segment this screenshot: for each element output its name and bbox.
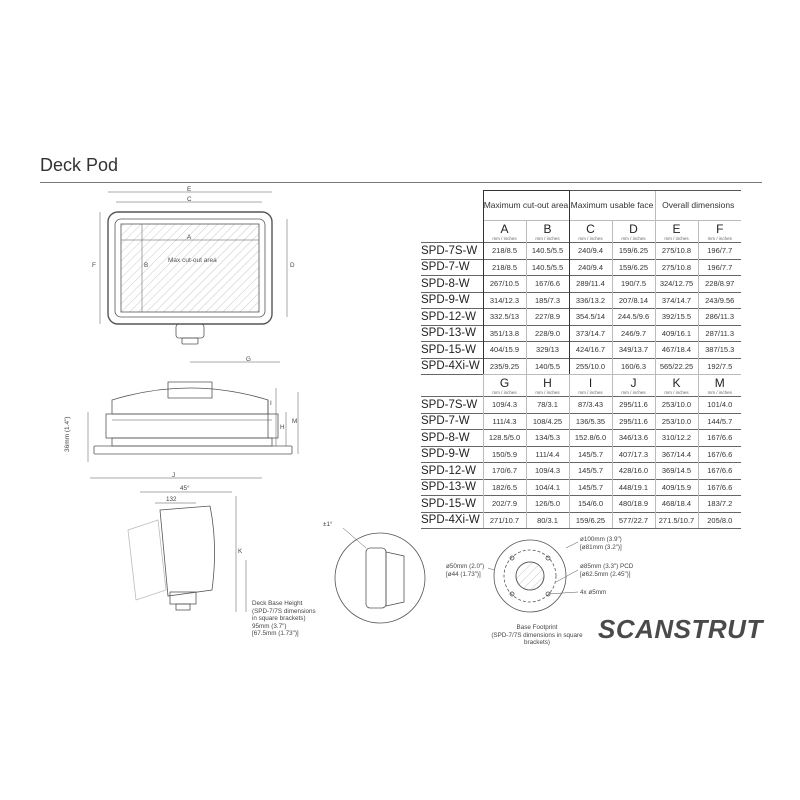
blank-corner [421,191,483,221]
table-cell: 140.5/5.5 [526,243,569,260]
label-G: G [246,356,251,363]
table-cell: 314/12.3 [483,292,526,309]
table-cell: 185/7.3 [526,292,569,309]
table-cell: 111/4.4 [526,446,569,463]
table-cell: 373/14.7 [569,325,612,342]
table-cell: 253/10.0 [655,397,698,414]
unit-label: mm / inches [492,236,517,241]
footprint-outer-dimension: ø100mm (3.9") [ø81mm (3.2")] [580,536,622,551]
group-header: Maximum usable face [569,191,655,221]
label-I: I [270,400,272,407]
table-cell: 267/10.5 [483,276,526,293]
angle-label: 45° [180,485,190,492]
table-cell: 374/14.7 [655,292,698,309]
column-header-k [655,375,698,397]
table-cell: 159/6.25 [612,243,655,260]
label-H: H [280,424,285,431]
column-letter: C [586,222,595,236]
column-letter: I [588,376,593,390]
unit-label: mm / inches [621,236,646,241]
tilt-marker-label: ±1° [323,521,333,528]
footprint-inner-dimension: ø50mm (2.0") [ø44 (1.73")] [446,563,485,578]
table-cell: 289/11.4 [569,276,612,293]
model-name: SPD-15-W [421,342,483,359]
dimension-132-label: 132 [166,496,177,503]
table-row [421,496,741,513]
front-view-drawing [100,192,287,344]
table-cell: 78/3.1 [526,397,569,414]
table-cell: 235/9.25 [483,358,526,375]
column-header-m [698,375,741,397]
table-cell: 577/22.7 [612,512,655,529]
column-letter: K [672,376,681,390]
column-header-h [526,375,569,397]
dimensions-table-g-m [421,374,741,529]
model-name: SPD-15-W [421,496,483,513]
table-cell: 349/13.7 [612,342,655,359]
unit-label: mm / inches [664,390,689,395]
dimensions-table-a-f [421,190,741,375]
table-cell: 190/7.5 [612,276,655,293]
footprint-holes-label: 4x ø5mm [580,589,607,596]
table-cell: 140/5.5 [526,358,569,375]
deck-base-height-note: Deck Base Height (SPD-7/7S dimensions in square brackets) 95mm (3.7") [67.5mm (1.73")] [252,600,316,637]
table-cell: 80/3.1 [526,512,569,529]
table-row [421,512,741,529]
table-cell: 109/4.3 [483,397,526,414]
blank-corner [421,221,483,243]
label-M: M [292,418,298,425]
table-cell: 104/4.1 [526,479,569,496]
table-cell: 111/4.3 [483,413,526,430]
table-cell: 109/4.3 [526,463,569,480]
column-letter: B [543,222,552,236]
table-cell: 144/5.7 [698,413,741,430]
table-cell: 351/13.8 [483,325,526,342]
table-cell: 275/10.8 [655,259,698,276]
table-cell: 271/10.7 [483,512,526,529]
table-cell: 336/13.2 [569,292,612,309]
table-cell: 295/11.6 [612,397,655,414]
table-cell: 409/16.1 [655,325,698,342]
scanstrut-logo: SCANSTRUT [598,614,763,644]
table-row [421,259,741,276]
table-cell: 227/8.9 [526,309,569,326]
model-name: SPD-9-W [421,446,483,463]
circular-detail-drawing [335,528,425,623]
table-cell: 324/12.75 [655,276,698,293]
label-D: D [290,262,295,269]
column-header-f [698,221,741,243]
table-cell: 253/10.0 [655,413,698,430]
table-cell: 167/6.6 [698,446,741,463]
table-cell: 150/5.9 [483,446,526,463]
column-letter: D [629,222,638,236]
table-cell: 205/8.0 [698,512,741,529]
unit-label: mm / inches [578,390,603,395]
group-header-row [421,191,741,221]
table-row [421,430,741,447]
group-header: Overall dimensions [655,191,741,221]
table-cell: 207/8.14 [612,292,655,309]
table-cell: 244.5/9.6 [612,309,655,326]
table-row [421,413,741,430]
table-cell: 202/7.9 [483,496,526,513]
label-J: J [172,472,176,479]
table-cell: 167/6.6 [698,463,741,480]
table-cell: 367/14.4 [655,446,698,463]
table-cell: 468/18.4 [655,496,698,513]
label-E: E [187,186,192,193]
column-header-g [483,375,526,397]
table-cell: 409/15.9 [655,479,698,496]
table-cell: 287/11.3 [698,325,741,342]
unit-label: mm / inches [578,236,603,241]
table-cell: 140.5/5.5 [526,259,569,276]
table-cell: 108/4.25 [526,413,569,430]
table-cell: 310/12.2 [655,430,698,447]
column-header-c [569,221,612,243]
table-row [421,358,741,375]
column-header-b [526,221,569,243]
model-name: SPD-12-W [421,463,483,480]
table-cell: 152.8/6.0 [569,430,612,447]
height-dimension-label: 36mm (1.4") [64,416,71,452]
table-cell: 134/5.3 [526,430,569,447]
table-row [421,463,741,480]
model-name: SPD-8-W [421,430,483,447]
column-header-row [421,221,741,243]
table-cell: 183/7.2 [698,496,741,513]
column-letter: E [672,222,681,236]
model-name: SPD-7-W [421,413,483,430]
table-cell: 448/19.1 [612,479,655,496]
table-cell: 255/10.0 [569,358,612,375]
label-F: F [92,262,96,269]
table-cell: 329/13 [526,342,569,359]
table-cell: 218/8.5 [483,243,526,260]
model-name: SPD-7S-W [421,397,483,414]
table-cell: 404/15.9 [483,342,526,359]
table-cell: 101/4.0 [698,397,741,414]
tilt-view-drawing [128,492,246,612]
column-header-row [421,375,741,397]
table-cell: 275/10.8 [655,243,698,260]
base-footprint-drawing [488,540,578,612]
table-cell: 154/6.0 [569,496,612,513]
table-cell: 192/7.5 [698,358,741,375]
table-cell: 354.5/14 [569,309,612,326]
table-row [421,243,741,260]
unit-label: mm / inches [492,390,517,395]
table-cell: 369/14.5 [655,463,698,480]
model-name: SPD-13-W [421,479,483,496]
column-header-i [569,375,612,397]
table-row [421,292,741,309]
label-B: B [144,262,149,269]
table-cell: 136/5.35 [569,413,612,430]
model-name: SPD-4Xi-W [421,512,483,529]
column-letter: M [714,376,725,390]
table-cell: 387/15.3 [698,342,741,359]
table-cell: 424/16.7 [569,342,612,359]
base-footprint-caption: Base Footprint (SPD-7/7S dimensions in square brackets) [491,624,583,646]
table-cell: 243/9.56 [698,292,741,309]
table-cell: 228/9.0 [526,325,569,342]
unit-label: mm / inches [707,236,732,241]
table-row [421,276,741,293]
model-name: SPD-12-W [421,309,483,326]
table-cell: 218/8.5 [483,259,526,276]
column-letter: F [716,222,724,236]
table-cell: 467/18.4 [655,342,698,359]
table-cell: 196/7.7 [698,243,741,260]
table-cell: 145/5.7 [569,479,612,496]
column-letter: A [500,222,509,236]
table-cell: 565/22.25 [655,358,698,375]
unit-label: mm / inches [621,390,646,395]
table-cell: 159/6.25 [569,512,612,529]
model-name: SPD-7S-W [421,243,483,260]
table-cell: 271.5/10.7 [655,512,698,529]
cutout-area-label: Max cut-out area [168,257,217,264]
table-cell: 160/6.3 [612,358,655,375]
table-cell: 145/5.7 [569,446,612,463]
footprint-pcd-dimension: ø85mm (3.3") PCD [ø62.5mm (2.45")] [580,563,634,578]
table-row [421,479,741,496]
table-cell: 428/16.0 [612,463,655,480]
model-name: SPD-8-W [421,276,483,293]
side-view-drawing [88,362,298,478]
column-letter: H [543,376,552,390]
model-name: SPD-7-W [421,259,483,276]
column-header-j [612,375,655,397]
column-header-d [612,221,655,243]
table-row [421,446,741,463]
unit-label: mm / inches [664,236,689,241]
label-K: K [238,548,243,555]
table-row [421,309,741,326]
table-cell: 126/5.0 [526,496,569,513]
table-cell: 480/18.9 [612,496,655,513]
column-letter: G [499,376,510,390]
label-C: C [187,196,192,203]
table-cell: 286/11.3 [698,309,741,326]
table-cell: 87/3.43 [569,397,612,414]
blank-corner [421,375,483,397]
model-name: SPD-4Xi-W [421,358,483,375]
table-cell: 246/9.7 [612,325,655,342]
table-cell: 167/6.6 [698,430,741,447]
table-cell: 159/6.25 [612,259,655,276]
table-cell: 332.5/13 [483,309,526,326]
unit-label: mm / inches [707,390,732,395]
table-cell: 196/7.7 [698,259,741,276]
table-cell: 145/5.7 [569,463,612,480]
table-cell: 392/15.5 [655,309,698,326]
model-name: SPD-13-W [421,325,483,342]
table-cell: 295/11.6 [612,413,655,430]
table-cell: 182/6.5 [483,479,526,496]
table-cell: 346/13.6 [612,430,655,447]
table-cell: 167/6.6 [698,479,741,496]
table-cell: 228/8.97 [698,276,741,293]
column-letter: J [630,376,637,390]
unit-label: mm / inches [535,236,560,241]
table-row [421,397,741,414]
label-A: A [187,234,192,241]
unit-label: mm / inches [535,390,560,395]
table-cell: 407/17.3 [612,446,655,463]
table-cell: 240/9.4 [569,243,612,260]
table-cell: 167/6.6 [526,276,569,293]
table-row [421,325,741,342]
column-header-e [655,221,698,243]
group-header: Maximum cut-out area [483,191,569,221]
table-cell: 170/6.7 [483,463,526,480]
column-header-a [483,221,526,243]
table-cell: 240/9.4 [569,259,612,276]
table-cell: 128.5/5.0 [483,430,526,447]
page-title: Deck Pod [40,155,119,175]
table-row [421,342,741,359]
model-name: SPD-9-W [421,292,483,309]
